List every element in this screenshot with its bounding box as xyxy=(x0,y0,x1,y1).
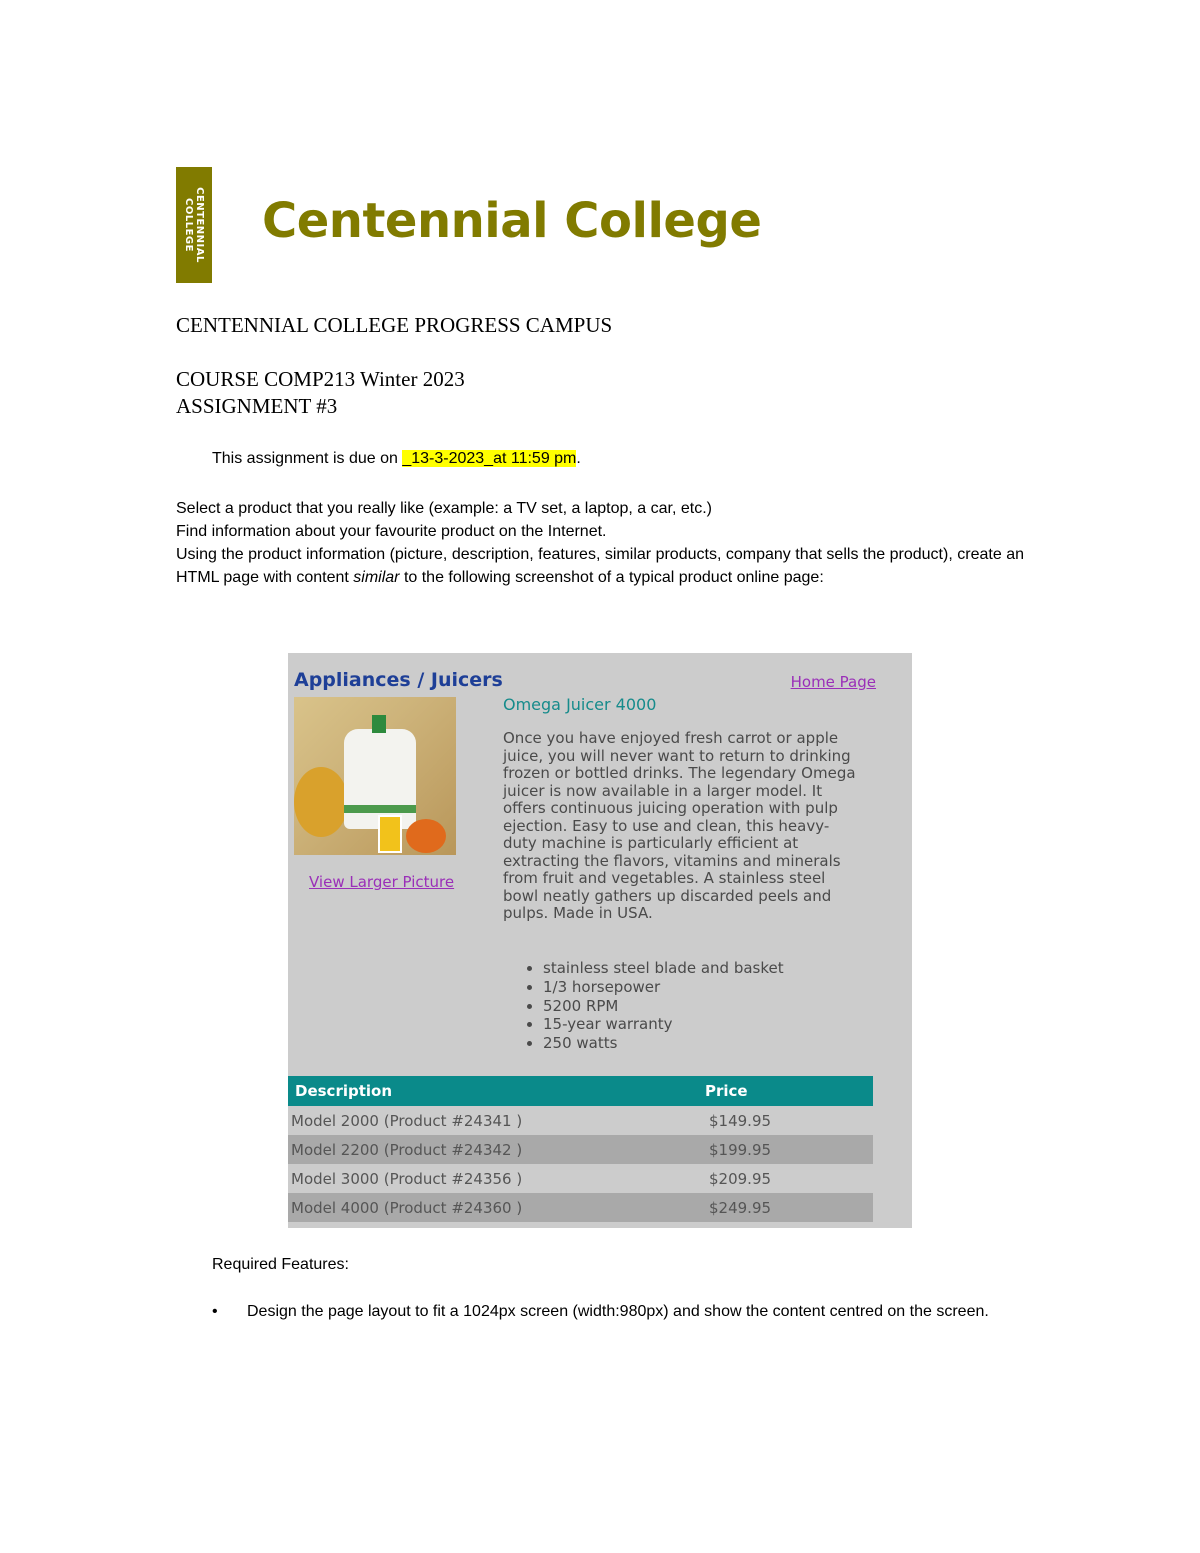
table-row xyxy=(288,1164,873,1193)
campus-title: CENTENNIAL COLLEGE PROGRESS CAMPUS xyxy=(176,313,613,337)
due-prefix: This assignment is due on xyxy=(212,450,403,467)
instruction-line-3 xyxy=(176,543,1024,589)
row-price: $149.95 xyxy=(698,1106,873,1135)
product-name: Omega Juicer 4000 xyxy=(503,695,657,714)
product-description: Once you have enjoyed fresh carrot or apple juice, you will never want to return to drinking frozen or bottled drinks. The legendary Omega juicer is now available in a larger model. It offers continuous juicing operation with pulp ejection. Easy to use and clean, this heavy-duty machine is particularly efficient at extracting the flavors, vitamins and minerals from fruit and vegetables. A stainless steel bowl neatly gathers up discarded peels and pulps. Made in USA. xyxy=(503,729,856,922)
bullet-icon: • xyxy=(212,1303,218,1320)
juicer-band-shape xyxy=(344,805,416,813)
row-description: Model 2000 (Product #24341 ) xyxy=(288,1106,698,1135)
instruction-line-1: Select a product that you really like (example: a TV set, a laptop, a car, etc.) xyxy=(176,500,712,517)
instruction-line-2: Find information about your favourite product on the Internet. xyxy=(176,523,607,540)
table-header-row xyxy=(288,1076,873,1106)
juicer-product-image xyxy=(294,697,456,855)
table-row xyxy=(288,1135,873,1164)
instruction-line-3-after: to the following screenshot of a typical product online page: xyxy=(399,569,824,586)
row-price: $199.95 xyxy=(698,1135,873,1164)
column-header-price: Price xyxy=(698,1076,873,1106)
logo-block-text xyxy=(183,187,205,263)
juicer-body-shape xyxy=(344,729,416,829)
assignment-title: ASSIGNMENT #3 xyxy=(176,394,338,418)
logo-block-line1: CENTENNIAL xyxy=(194,187,205,263)
list-item: • 15-year warranty xyxy=(543,1015,784,1034)
feature-list xyxy=(523,959,784,1053)
juice-glass-shape xyxy=(378,815,402,853)
fruit-shape xyxy=(294,767,348,837)
juicer-top-shape xyxy=(372,715,386,733)
row-description: Model 4000 (Product #24360 ) xyxy=(288,1193,698,1222)
instructions xyxy=(176,497,1024,589)
college-logo-block xyxy=(176,167,212,283)
instruction-line-3-before: Using the product information (picture, description, features, similar products, company that sells the product), create an HTML page with content xyxy=(176,546,1024,586)
due-date-highlight: _13-3-2023_at 11:59 pm xyxy=(402,450,577,467)
course-title: COURSE COMP213 Winter 2023 xyxy=(176,367,465,391)
required-feature-item: Design the page layout to fit a 1024px screen (width:980px) and show the content centred on the screen. xyxy=(247,1303,989,1320)
row-description: Model 2200 (Product #24342 ) xyxy=(288,1135,698,1164)
category-heading: Appliances / Juicers xyxy=(294,669,503,691)
table-row xyxy=(288,1193,873,1222)
list-item: • stainless steel blade and basket xyxy=(543,959,784,978)
table-row xyxy=(288,1106,873,1135)
orange-shape xyxy=(406,819,446,853)
due-suffix: . xyxy=(576,450,581,467)
instruction-emphasis: similar xyxy=(353,569,400,586)
list-item: • 250 watts xyxy=(543,1034,784,1053)
home-page-link[interactable]: Home Page xyxy=(790,673,876,691)
product-page-screenshot xyxy=(288,653,912,1228)
logo-block-line2: COLLEGE xyxy=(183,198,194,252)
price-table xyxy=(288,1076,873,1222)
due-date-line xyxy=(212,447,581,470)
view-larger-picture-link[interactable]: View Larger Picture xyxy=(309,873,455,891)
college-wordmark: Centennial College xyxy=(262,193,762,249)
row-description: Model 3000 (Product #24356 ) xyxy=(288,1164,698,1193)
required-features-heading: Required Features: xyxy=(212,1256,349,1273)
column-header-description: Description xyxy=(288,1076,698,1106)
row-price: $209.95 xyxy=(698,1164,873,1193)
list-item: • 5200 RPM xyxy=(543,997,784,1016)
row-price: $249.95 xyxy=(698,1193,873,1222)
list-item: • 1/3 horsepower xyxy=(543,978,784,997)
